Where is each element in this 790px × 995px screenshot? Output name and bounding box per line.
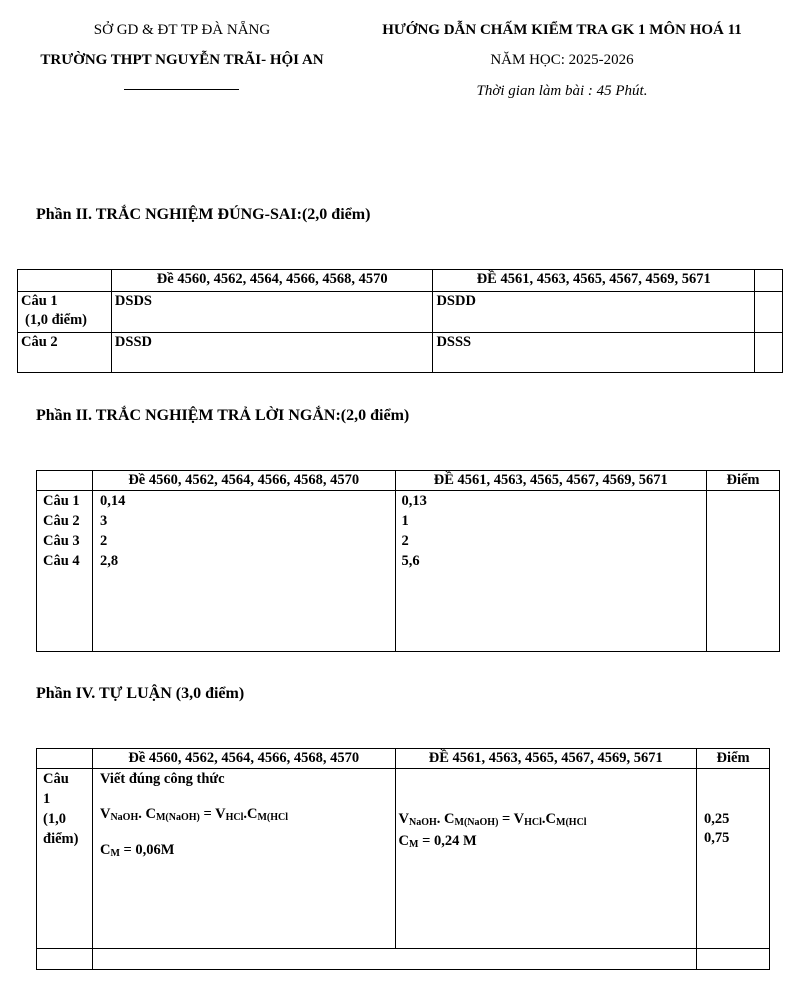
true-false-table bbox=[17, 269, 783, 373]
formula-part: .C bbox=[243, 806, 258, 822]
formula-sub: M(HCl bbox=[556, 817, 587, 828]
result-line bbox=[399, 832, 694, 854]
list-item: 1 bbox=[401, 513, 409, 529]
solution-group-b bbox=[395, 769, 697, 949]
school-year: NĂM HỌC: 2025-2026 bbox=[490, 52, 634, 68]
table-header-row bbox=[37, 471, 780, 491]
table-row bbox=[37, 491, 780, 652]
extra-cell bbox=[755, 333, 783, 373]
list-item: Câu 2 bbox=[43, 513, 80, 529]
formula-sub: NaOH bbox=[110, 812, 139, 823]
formula-part: .C bbox=[541, 811, 557, 827]
document-title: HƯỚNG DẪN CHẤM KIỂM TRA GK 1 MÔN HOÁ 11 bbox=[382, 22, 742, 38]
points-cell bbox=[697, 769, 770, 949]
list-item: 3 bbox=[99, 513, 108, 529]
points-value: 0,75 bbox=[704, 830, 730, 846]
header-cell-code-group-a: Đề 4560, 4562, 4564, 4566, 4568, 4570 bbox=[92, 471, 395, 491]
department-name: SỞ GD & ĐT TP ĐÀ NẴNG bbox=[93, 22, 271, 38]
formula-sub: M(NaOH) bbox=[454, 817, 499, 828]
question-points: (1,0 điểm) bbox=[25, 312, 88, 328]
formula-sub: M(NaOH) bbox=[155, 812, 200, 823]
table-row bbox=[37, 769, 770, 949]
essay-table bbox=[36, 748, 770, 970]
question-label-line: 1 bbox=[43, 791, 51, 807]
empty-cell bbox=[37, 949, 93, 970]
solution-intro: Viết đúng công thức bbox=[99, 771, 225, 787]
answer-group-b: DSDD bbox=[433, 292, 755, 333]
answer-group-a: DSSD bbox=[111, 333, 433, 373]
question-label bbox=[37, 769, 93, 949]
list-item: 2 bbox=[401, 533, 409, 549]
answers-group-b bbox=[395, 491, 707, 652]
points-value: 0,25 bbox=[704, 811, 730, 827]
question-number: Câu 1 bbox=[21, 293, 58, 309]
formula-part: V bbox=[398, 811, 409, 827]
formula-sub: M bbox=[409, 839, 419, 850]
result-value: = 0,06M bbox=[119, 842, 175, 858]
extra-cell bbox=[755, 292, 783, 333]
formula-part: . C bbox=[436, 811, 455, 827]
table-row bbox=[18, 333, 783, 373]
table-header-row bbox=[18, 270, 783, 292]
short-answer-table bbox=[36, 470, 780, 652]
result-value: = 0,24 M bbox=[418, 833, 477, 849]
table-row bbox=[18, 292, 783, 333]
question-label: Câu 2 bbox=[18, 333, 112, 373]
empty-cell bbox=[92, 949, 696, 970]
formula-sub: M bbox=[110, 848, 120, 859]
list-item: 2,8 bbox=[99, 553, 119, 569]
formula-part: C bbox=[99, 842, 111, 858]
header-cell-points: Điểm bbox=[707, 471, 780, 491]
formula-line bbox=[100, 805, 392, 827]
empty-cell bbox=[697, 949, 770, 970]
formula-sub: HCl bbox=[524, 817, 542, 828]
list-item: 0,13 bbox=[401, 493, 427, 509]
question-label-line: điểm) bbox=[43, 831, 79, 847]
formula-sub: NaOH bbox=[409, 817, 437, 828]
answers-group-a bbox=[92, 491, 395, 652]
table-row bbox=[37, 949, 770, 970]
question-label bbox=[18, 292, 112, 333]
header-cell-code-group-b: ĐỀ 4561, 4563, 4565, 4567, 4569, 5671 bbox=[395, 471, 707, 491]
formula-sub: HCl bbox=[225, 812, 244, 823]
list-item: 5,6 bbox=[401, 553, 420, 569]
formula-part: C bbox=[398, 833, 409, 849]
formula-part: = V bbox=[498, 811, 525, 827]
list-item: 0,14 bbox=[99, 493, 126, 509]
formula-line bbox=[399, 810, 694, 832]
exam-duration: Thời gian làm bài : 45 Phút. bbox=[476, 83, 648, 99]
list-item: Câu 3 bbox=[43, 533, 80, 549]
list-item: 2 bbox=[99, 533, 108, 549]
header-cell-points: Điểm bbox=[697, 749, 770, 769]
school-name: TRƯỜNG THPT NGUYỄN TRÃI- HỘI AN bbox=[40, 52, 324, 68]
formula-part: . C bbox=[138, 806, 156, 822]
header-divider bbox=[124, 89, 239, 90]
section-heading-essay: Phần IV. TỰ LUẬN (3,0 điểm) bbox=[36, 685, 245, 702]
header-cell-code-group-a: Đề 4560, 4562, 4564, 4566, 4568, 4570 bbox=[92, 749, 395, 769]
header-cell-extra bbox=[755, 270, 783, 292]
formula-part: V bbox=[99, 806, 111, 822]
formula-sub: M(HCl bbox=[257, 812, 289, 823]
formula-part: = V bbox=[199, 806, 226, 822]
section-heading-short-answer: Phần II. TRẮC NGHIỆM TRẢ LỜI NGẮN:(2,0 điểm) bbox=[36, 407, 410, 424]
list-item: Câu 1 bbox=[43, 493, 80, 509]
header-cell-empty bbox=[37, 471, 93, 491]
header-cell-code-group-b: ĐỀ 4561, 4563, 4565, 4567, 4569, 5671 bbox=[395, 749, 697, 769]
table-header-row bbox=[37, 749, 770, 769]
points-cell bbox=[707, 491, 780, 652]
header-cell-code-group-a: Đề 4560, 4562, 4564, 4566, 4568, 4570 bbox=[111, 270, 433, 292]
solution-group-a bbox=[92, 769, 395, 949]
section-heading-true-false: Phần II. TRẮC NGHIỆM ĐÚNG-SAI:(2,0 điểm) bbox=[36, 206, 371, 223]
answer-group-b: DSSS bbox=[433, 333, 755, 373]
result-line bbox=[100, 841, 392, 863]
question-label-line: (1,0 bbox=[43, 811, 66, 827]
question-list bbox=[37, 491, 93, 652]
question-label-line: Câu bbox=[43, 771, 69, 787]
header-cell-empty bbox=[18, 270, 112, 292]
answer-group-a: DSDS bbox=[111, 292, 433, 333]
header-cell-code-group-b: ĐỀ 4561, 4563, 4565, 4567, 4569, 5671 bbox=[433, 270, 755, 292]
list-item: Câu 4 bbox=[43, 553, 80, 569]
header-cell-empty bbox=[37, 749, 93, 769]
